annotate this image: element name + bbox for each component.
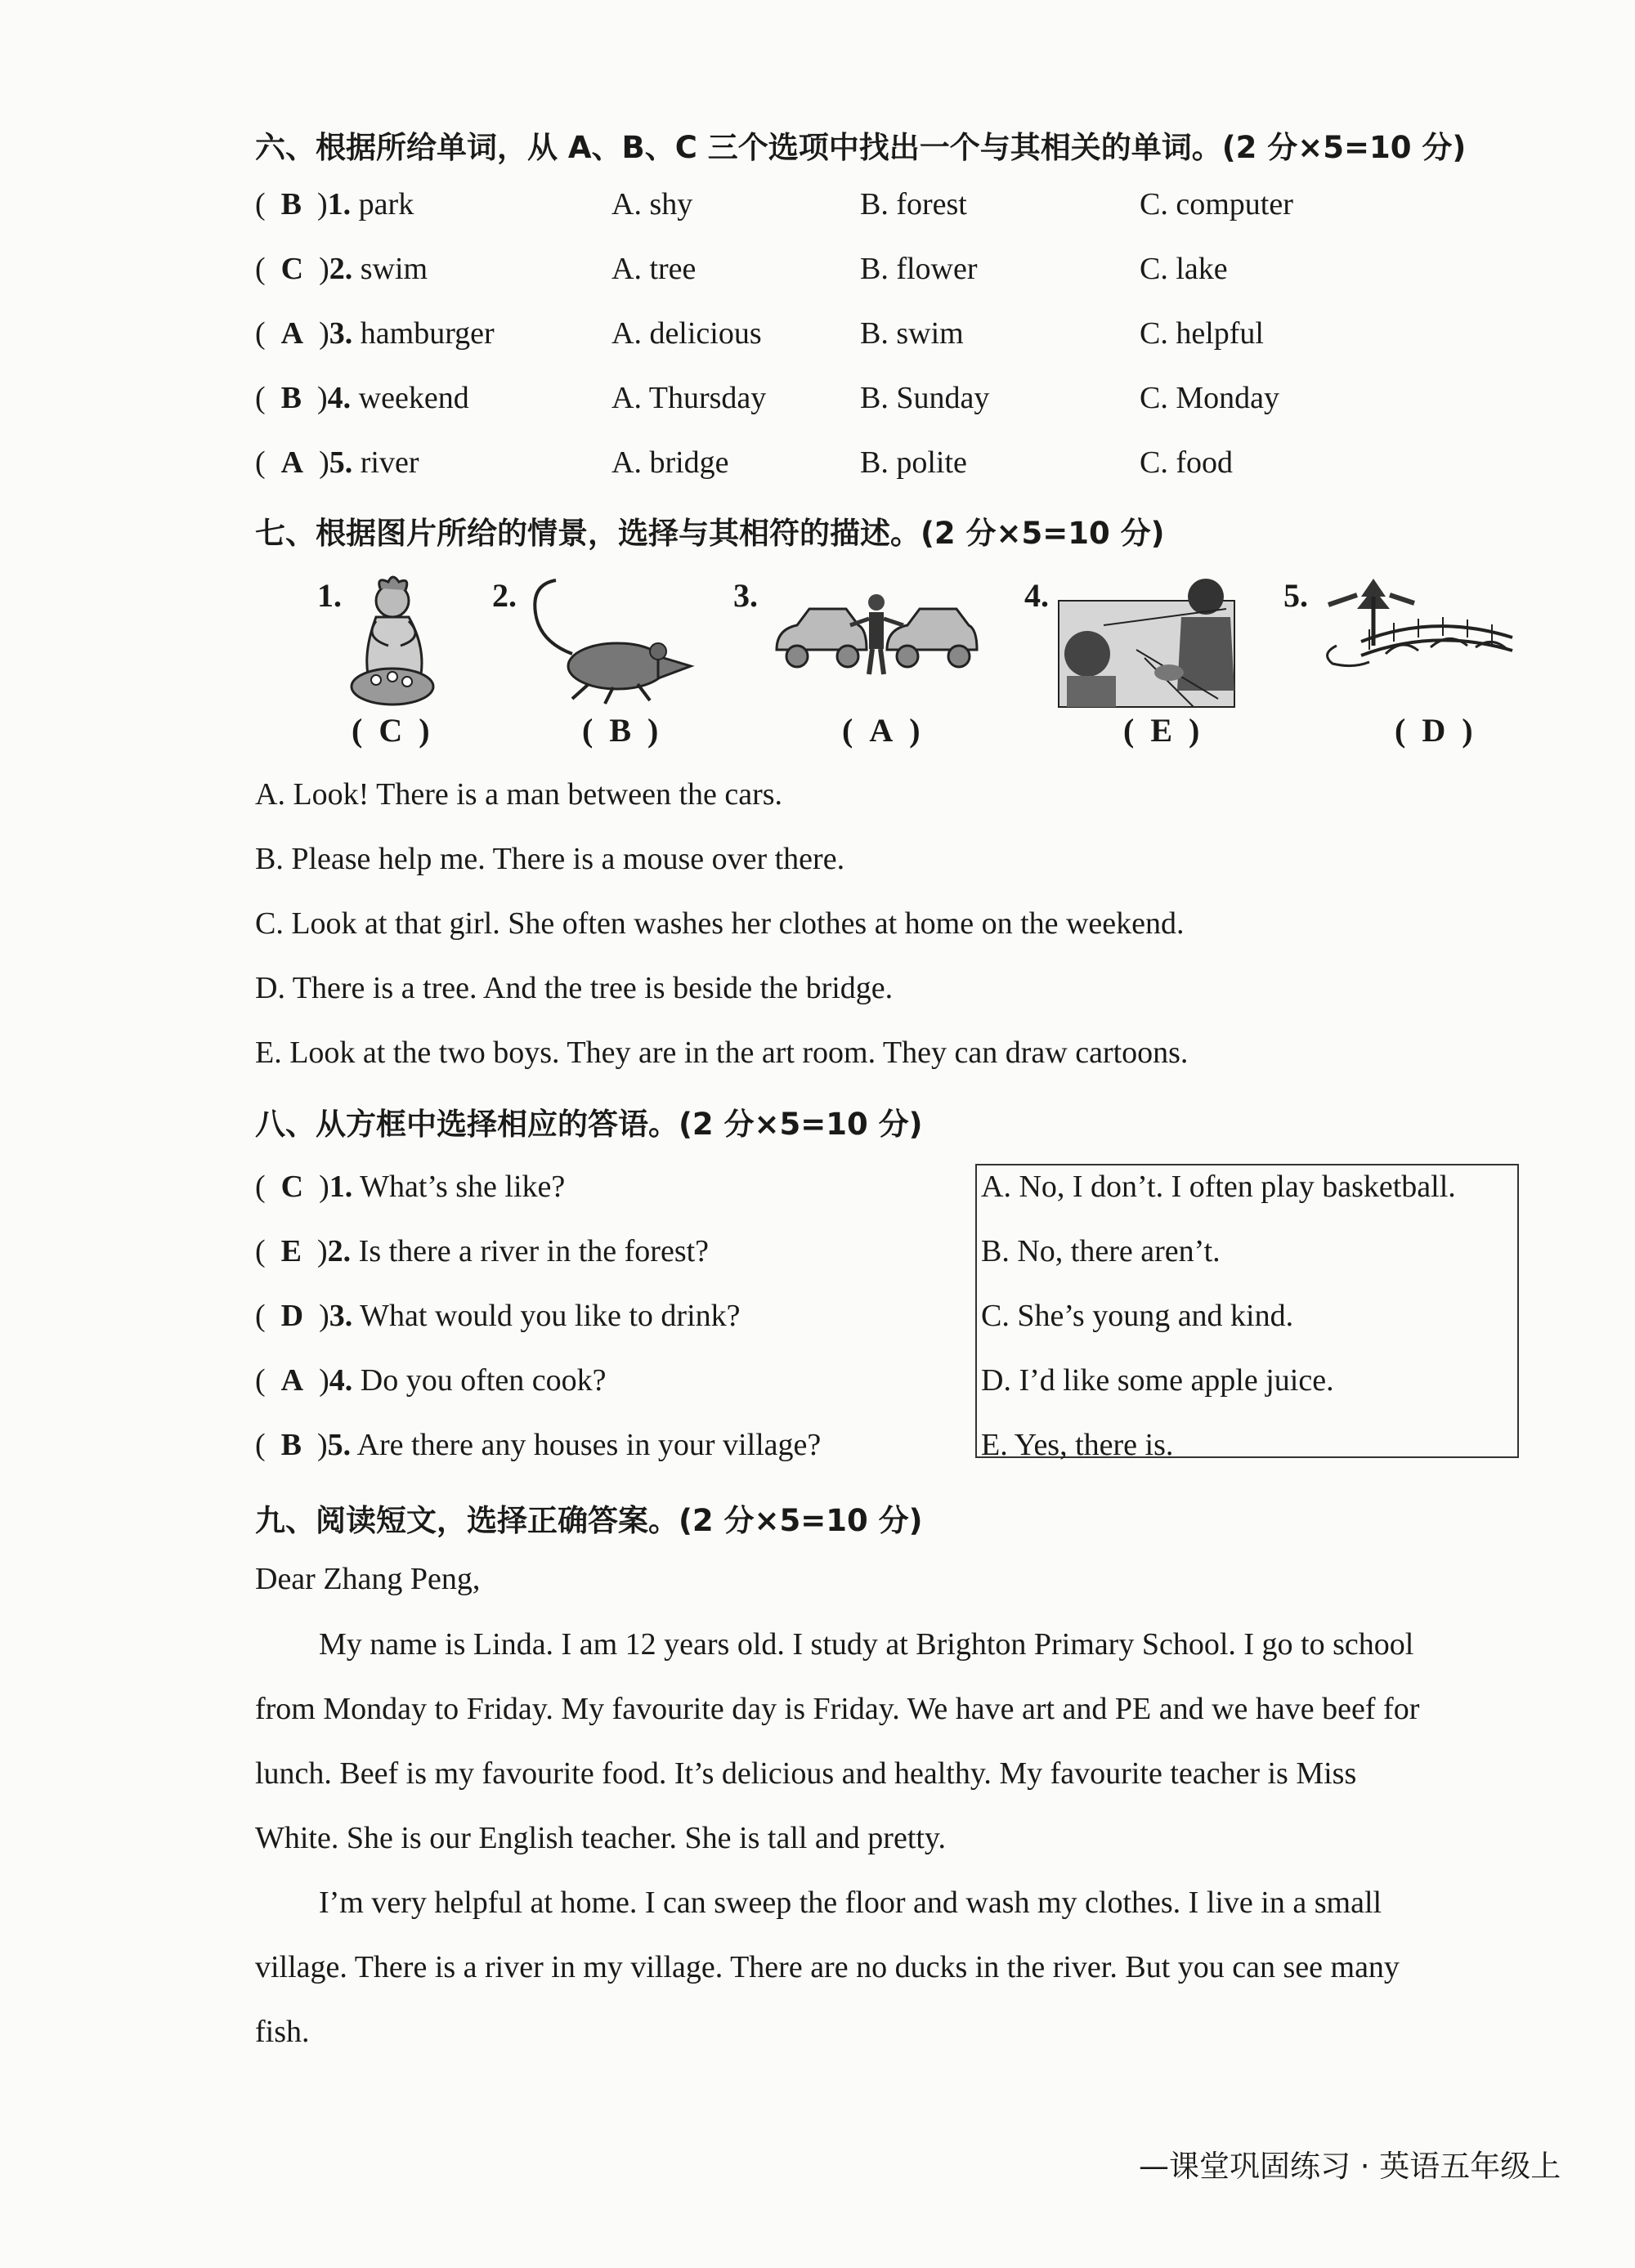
box-option: D. I’d like some apple juice. <box>981 1363 1334 1398</box>
passage-line: from Monday to Friday. My favourite day is Friday. We have art and PE and we have beef for <box>255 1692 1420 1726</box>
option-c: C. Monday <box>1140 381 1279 415</box>
option-c: C. lake <box>1140 252 1228 286</box>
passage-line: fish. <box>255 2015 310 2049</box>
answer-mark[interactable]: A <box>280 445 304 480</box>
table-row: ( D )3. What would you like to drink? <box>255 1299 741 1333</box>
option-c: C. helpful <box>1140 316 1264 351</box>
option-c: C. computer <box>1140 187 1293 221</box>
picture-answer: ( E ) <box>1123 712 1200 749</box>
option-a: A. shy <box>611 187 693 221</box>
answer-mark[interactable]: A <box>869 712 894 749</box>
option-a: A. delicious <box>611 316 762 351</box>
option-line: C. Look at that girl. She often washes her clothes at home on the weekend. <box>255 906 1185 941</box>
picture-label: 1. <box>317 577 342 614</box>
answer-mark[interactable]: B <box>280 1428 302 1462</box>
picture-label: 3. <box>733 577 758 614</box>
answer-mark[interactable]: A <box>280 316 304 351</box>
section8-title: 八、从方框中选择相应的答语。(2 分×5=10 分) <box>255 1107 923 1142</box>
table-row: ( A )4. Do you often cook? <box>255 1363 607 1398</box>
option-line: A. Look! There is a man between the cars. <box>255 777 783 812</box>
answer-mark[interactable]: C <box>280 252 304 286</box>
option-line: E. Look at the two boys. They are in the art room. They can draw cartoons. <box>255 1036 1189 1070</box>
list-item: ( B )4. weekend <box>255 381 469 415</box>
section6-title: 六、根据所给单词，从 A、B、C 三个选项中找出一个与其相关的单词。(2 分×5=10 分) <box>255 130 1467 165</box>
picture-answer: ( A ) <box>842 712 921 749</box>
table-row: ( B )5. Are there any houses in your village? <box>255 1428 822 1462</box>
passage-line: My name is Linda. I am 12 years old. I study at Brighton Primary School. I go to school <box>319 1627 1414 1662</box>
page-footer: —课堂巩固练习 · 英语五年级上 <box>1139 2149 1561 2184</box>
answer-mark[interactable]: D <box>280 1299 304 1333</box>
option-b: B. flower <box>860 252 978 286</box>
answer-mark[interactable]: E <box>280 1234 302 1268</box>
option-a: A. Thursday <box>611 381 767 415</box>
section7-title: 七、根据图片所给的情景，选择与其相符的描述。(2 分×5=10 分) <box>255 516 1165 551</box>
list-item: ( C )2. swim <box>255 252 428 286</box>
answer-mark[interactable]: B <box>280 381 302 415</box>
option-b: B. forest <box>860 187 967 221</box>
box-option: B. No, there aren’t. <box>981 1234 1221 1268</box>
list-item: ( A )5. river <box>255 445 419 480</box>
table-row: ( E )2. Is there a river in the forest? <box>255 1234 710 1268</box>
option-line: B. Please help me. There is a mouse over there. <box>255 842 845 876</box>
passage-line: White. She is our English teacher. She is tall and pretty. <box>255 1821 946 1855</box>
answer-mark[interactable]: A <box>280 1363 304 1398</box>
box-option: E. Yes, there is. <box>981 1428 1174 1462</box>
answer-mark[interactable]: B <box>280 187 302 221</box>
picture-answer: ( B ) <box>582 712 659 749</box>
option-b: B. polite <box>860 445 967 480</box>
passage-line: village. There is a river in my village. There are no ducks in the river. But you can see many <box>255 1950 1400 1984</box>
answer-mark[interactable]: C <box>379 712 403 749</box>
option-b: B. swim <box>860 316 964 351</box>
picture-label: 5. <box>1283 577 1308 614</box>
answer-mark[interactable]: E <box>1150 712 1173 749</box>
option-a: A. tree <box>611 252 697 286</box>
picture-label: 4. <box>1024 577 1049 614</box>
option-a: A. bridge <box>611 445 729 480</box>
option-line: D. There is a tree. And the tree is beside the bridge. <box>255 971 894 1005</box>
section9-title: 九、阅读短文，选择正确答案。(2 分×5=10 分) <box>255 1503 923 1538</box>
picture-label: 2. <box>492 577 517 614</box>
list-item: ( A )3. hamburger <box>255 316 495 351</box>
list-item: ( B )1. park <box>255 187 414 221</box>
passage-line: lunch. Beef is my favourite food. It’s delicious and healthy. My favourite teacher is Miss <box>255 1756 1357 1791</box>
tree-beside-bridge-picture <box>1312 572 1516 682</box>
mouse-picture <box>523 576 695 707</box>
box-option: A. No, I don’t. I often play basketball. <box>981 1170 1456 1204</box>
box-option: C. She’s young and kind. <box>981 1299 1294 1333</box>
picture-answer: ( C ) <box>352 712 430 749</box>
answer-mark[interactable]: B <box>609 712 632 749</box>
option-b: B. Sunday <box>860 381 990 415</box>
answer-mark[interactable]: D <box>1422 712 1446 749</box>
man-between-cars-picture <box>773 593 981 678</box>
table-row: ( C )1. What’s she like? <box>255 1170 566 1204</box>
letter-salutation: Dear Zhang Peng, <box>255 1562 481 1596</box>
boys-drawing-picture <box>1055 576 1239 711</box>
picture-answer: ( D ) <box>1395 712 1473 749</box>
option-c: C. food <box>1140 445 1233 480</box>
passage-line: I’m very helpful at home. I can sweep the floor and wash my clothes. I live in a small <box>319 1886 1382 1920</box>
answer-mark[interactable]: C <box>280 1170 304 1204</box>
girl-washing-clothes-picture <box>343 572 450 715</box>
